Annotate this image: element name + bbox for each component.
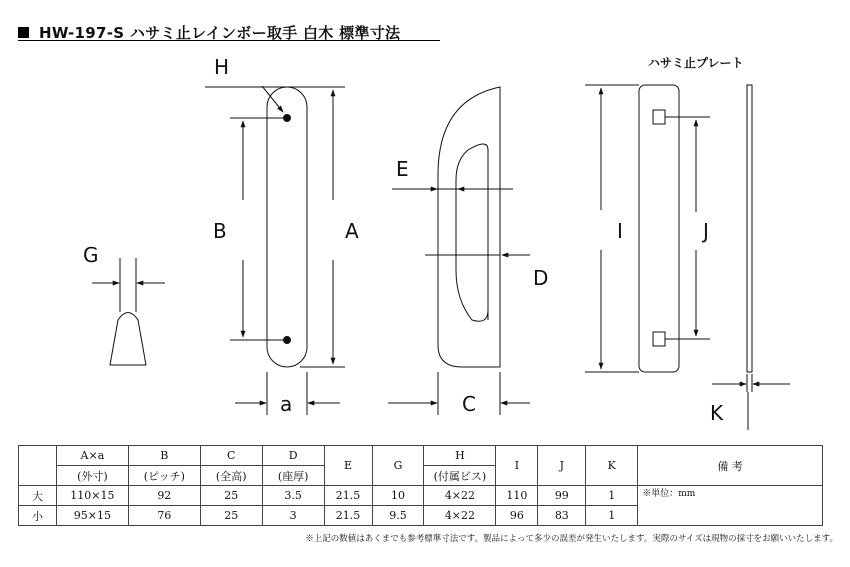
value-cell: 76 [128, 506, 200, 526]
value-cell: 21.5 [324, 486, 372, 506]
table-header-row [19, 446, 823, 466]
value-cell: 25 [200, 486, 262, 506]
value-cell: 92 [128, 486, 200, 506]
header-cell: C [200, 446, 262, 466]
remarks-cell: ※単位：mm [638, 486, 823, 526]
screw-hole-top [284, 115, 291, 122]
value-cell: 10 [372, 486, 424, 506]
corner-cell [19, 446, 57, 486]
label-D: D [533, 266, 549, 290]
header-cell: H [424, 446, 496, 466]
plate-front-view [585, 85, 710, 372]
subheader-cell: (ピッチ) [128, 466, 200, 486]
plate-caption: ハサミ止プレート [648, 56, 744, 70]
header-cell: I [496, 446, 538, 486]
spec-table [18, 445, 823, 526]
front-view [205, 86, 345, 415]
subheader-cell: (外寸) [56, 466, 128, 486]
size-cell: 小 [19, 506, 57, 526]
header-cell: E [324, 446, 372, 486]
value-cell: 3.5 [262, 486, 324, 506]
table-row-large [19, 486, 823, 506]
header-cell: K [586, 446, 638, 486]
value-cell: 4×22 [424, 486, 496, 506]
plate-side-view [712, 85, 790, 430]
value-cell: 99 [538, 486, 586, 506]
side-view [388, 87, 530, 415]
header-cell: B [128, 446, 200, 466]
value-cell: 3 [262, 506, 324, 526]
value-cell: 83 [538, 506, 586, 526]
size-cell: 大 [19, 486, 57, 506]
subheader-cell: (座厚) [262, 466, 324, 486]
label-I: I [617, 219, 623, 243]
subheader-cell: (全高) [200, 466, 262, 486]
value-cell: 95×15 [56, 506, 128, 526]
label-E: E [396, 157, 409, 181]
header-cell: G [372, 446, 424, 486]
header-cell: J [538, 446, 586, 486]
value-cell: 96 [496, 506, 538, 526]
label-H: H [214, 55, 230, 79]
label-C: C [462, 392, 476, 416]
value-cell: 110 [496, 486, 538, 506]
plate-slot-top [653, 110, 665, 124]
subheader-cell: (付属ビス) [424, 466, 496, 486]
remarks-header: 備 考 [638, 446, 823, 486]
value-cell: 25 [200, 506, 262, 526]
header-cell: D [262, 446, 324, 466]
footnote: ※上記の数値はあくまでも参考標準寸法です。製品によって多少の誤差が発生いたします。実際のサイズは現物の採寸をお願いいたします。 [305, 534, 838, 544]
label-A: A [345, 219, 359, 243]
label-a: a [280, 392, 293, 416]
title-text: HW-197-S ハサミ止レインボー取手 白木 標準寸法 [39, 24, 401, 42]
value-cell: 9.5 [372, 506, 424, 526]
label-K: K [710, 401, 724, 425]
value-cell: 1 [586, 506, 638, 526]
side-profile-view [92, 258, 165, 365]
screw-hole-bottom [284, 337, 291, 344]
plate-slot-bottom [653, 332, 665, 346]
label-B: B [213, 219, 227, 243]
value-cell: 110×15 [56, 486, 128, 506]
header-cell: A×a [56, 446, 128, 466]
label-G: G [83, 243, 99, 267]
value-cell: 21.5 [324, 506, 372, 526]
label-J: J [703, 219, 709, 243]
value-cell: 4×22 [424, 506, 496, 526]
value-cell: 1 [586, 486, 638, 506]
